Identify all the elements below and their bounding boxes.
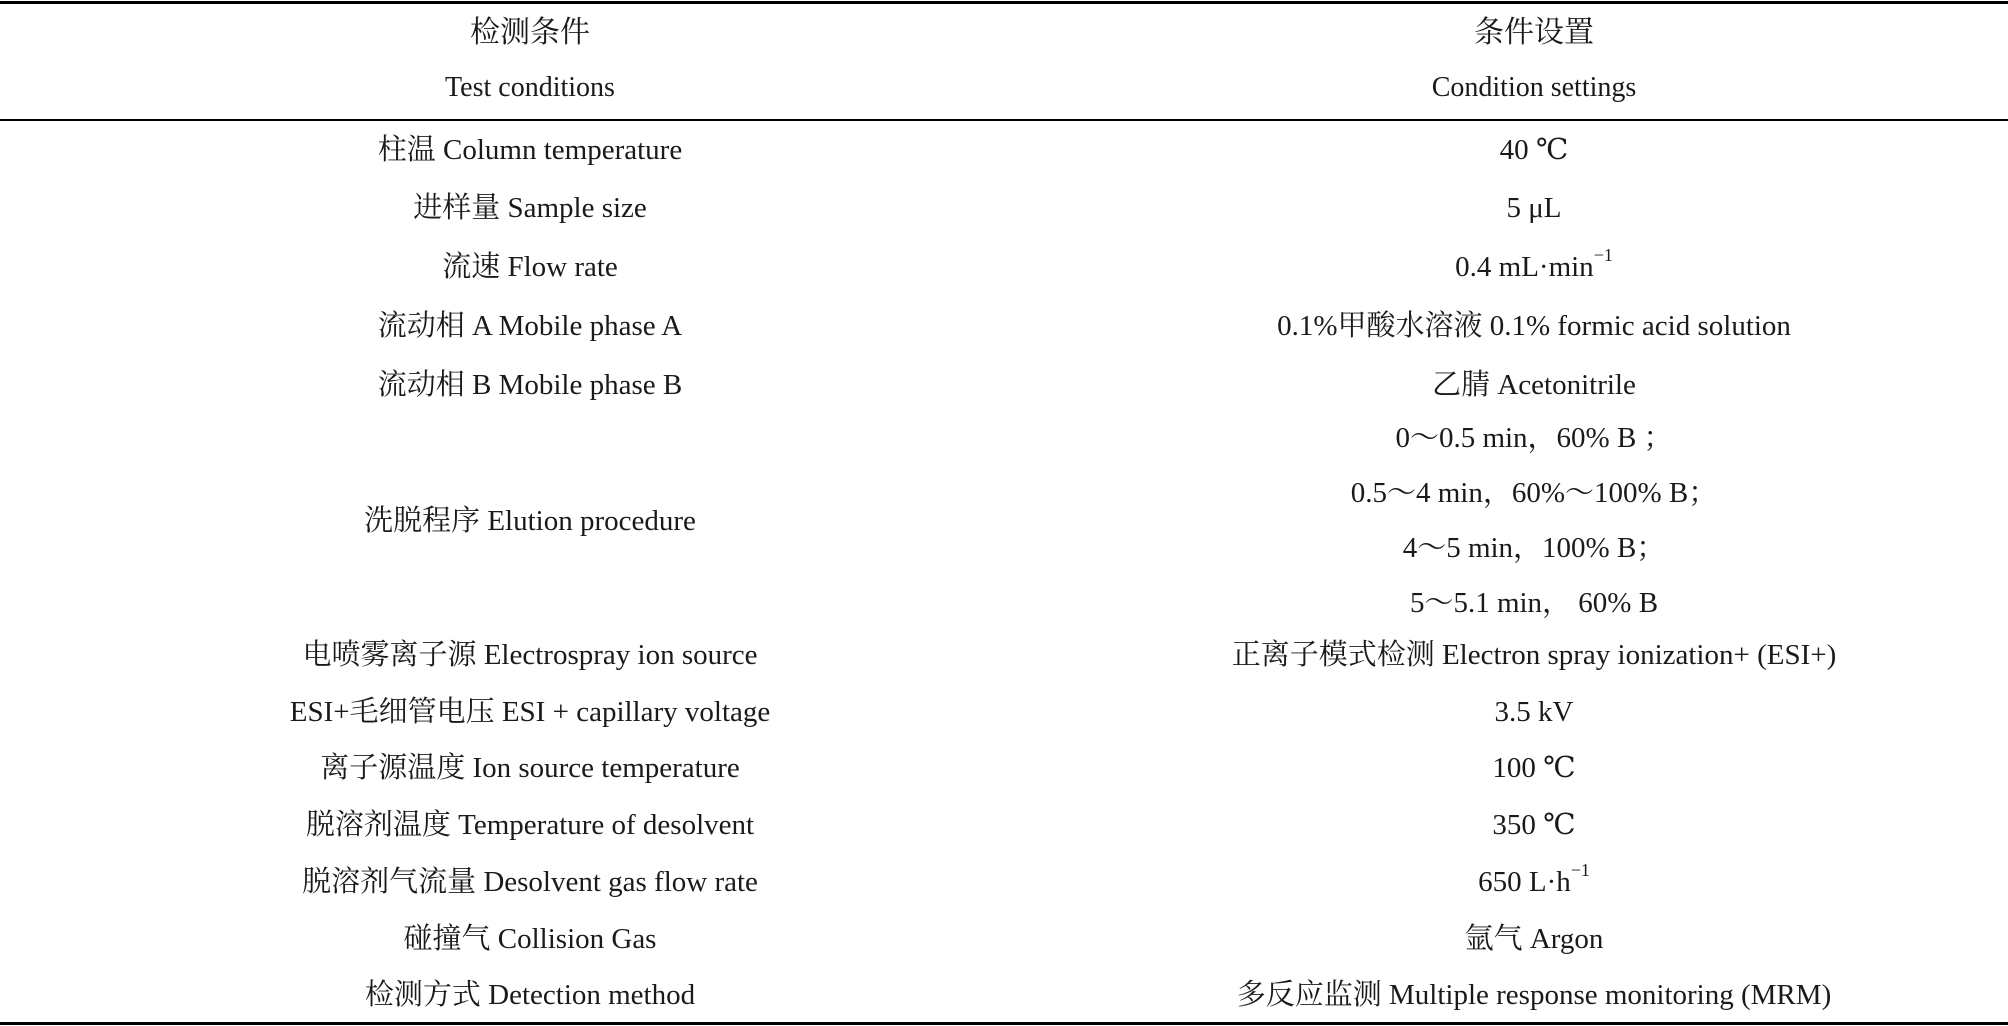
table-header-rule (0, 119, 2008, 121)
header-test-conditions-cn: 检测条件 (470, 16, 590, 49)
table-bottom-rule (0, 1022, 2008, 1025)
row-condition: 脱溶剂温度 Temperature of desolvent (305, 809, 755, 841)
row-condition: 碰撞气 Collision Gas (403, 923, 657, 955)
row-setting: 正离子模式检测 Electron spray ionization+ (ESI+) (1231, 639, 1837, 671)
row-condition: 检测方式 Detection method (364, 979, 696, 1011)
setting-base: 0.4 mL·min (1455, 251, 1594, 283)
row-condition: 脱溶剂气流量 Desolvent gas flow rate (302, 866, 758, 898)
row-condition: 进样量 Sample size (413, 192, 647, 224)
row-condition: 流速 Flow rate (442, 251, 618, 283)
row-setting: 40 ℃ (1499, 134, 1569, 166)
row-condition: 洗脱程序 Elution procedure (364, 505, 696, 537)
row-setting: 100 ℃ (1492, 752, 1576, 784)
row-setting: 乙腈 Acetonitrile (1432, 369, 1636, 401)
setting-superscript: −1 (1570, 860, 1590, 881)
row-setting: 0.1%甲酸水溶液 0.1% formic acid solution (1277, 310, 1791, 342)
row-setting (1060, 860, 2008, 899)
row-condition: 离子源温度 Ion source temperature (320, 752, 740, 784)
row-condition: 柱温 Column temperature (377, 134, 683, 166)
row-setting: 3.5 kV (1494, 696, 1574, 728)
row-condition: 电喷雾离子源 Electrospray ion source (302, 639, 758, 671)
header-test-conditions-en: Test conditions (445, 72, 615, 103)
row-setting: 多反应监测 Multiple response monitoring (MRM) (1236, 979, 1832, 1011)
row-setting: 氩气 Argon (1464, 923, 1604, 955)
row-condition: 流动相 B Mobile phase B (377, 369, 683, 401)
setting-base: 650 L·h (1478, 866, 1571, 898)
elution-step: 5～5.1 min， 60% B (1409, 587, 1659, 619)
row-condition: 流动相 A Mobile phase A (377, 310, 683, 342)
row-condition: ESI+毛细管电压 ESI + capillary voltage (289, 696, 771, 728)
header-condition-settings-cn: 条件设置 (1474, 16, 1594, 49)
table-top-rule (0, 1, 2008, 4)
header-condition-settings-en: Condition settings (1431, 72, 1637, 103)
setting-superscript: −1 (1593, 245, 1613, 266)
elution-step: 4～5 min，100% B； (1402, 532, 1666, 564)
row-setting: 5 μL (1506, 192, 1562, 224)
elution-step: 0～0.5 min，60% B ； (1395, 422, 1673, 454)
elution-step: 0.5～4 min，60%～100% B； (1350, 477, 1718, 509)
row-setting (1060, 245, 2008, 284)
row-setting: 350 ℃ (1492, 809, 1576, 841)
